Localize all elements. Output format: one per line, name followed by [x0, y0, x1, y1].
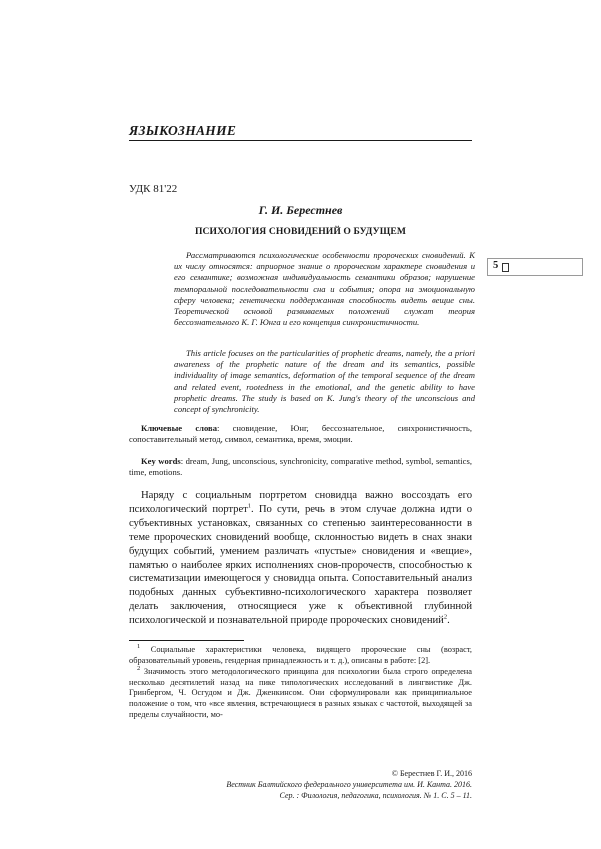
footnote-2	[129, 667, 472, 721]
page-number: 5	[493, 260, 499, 271]
footnote-1-number: 1	[137, 643, 141, 651]
missing-glyph-icon	[502, 263, 509, 272]
keywords-ru-label: Ключевые слова	[141, 423, 217, 433]
section-heading: ЯЗЫКОЗНАНИЕ	[129, 123, 237, 138]
footnote-ref-1[interactable]: 1	[247, 502, 251, 510]
footnote-2-number: 2	[137, 665, 141, 673]
body-paragraph	[129, 489, 472, 628]
keywords-english	[129, 456, 472, 478]
footnote-ref-2[interactable]: 2	[443, 613, 448, 621]
keywords-en-label: Key words	[141, 456, 181, 466]
keywords-russian	[129, 423, 472, 445]
body-text-3: .	[447, 614, 450, 627]
page-number-tab	[487, 258, 583, 276]
footnote-divider	[129, 640, 244, 641]
author-name: Г. И. Берестнев	[258, 203, 343, 217]
keywords-en-list: : dream, Jung, unconscious, synchronicity, comparative method, symbol, semantics, time, emotions.	[129, 456, 472, 478]
body-text-1: Наряду с социальным портретом сновидца важно воссоздать его психологический портрет	[129, 489, 472, 515]
abstract-russian: Рассматриваются психологические особенности пророческих сновидений. К их числу относятся: априорное знание о пророческом характере сновидения и его семантике; возможная индивидуальность семантики образов; нарушение темпоральной последовательности сна и события; опора на эмоциональную сферу человека; генетически поддержанная способность видеть вещие сны. Теоретической основой развиваемых положений служат теория бессознательного К. Г. Юнга и его концепция синхронистичности.	[174, 250, 475, 328]
section-divider	[129, 140, 472, 141]
footnote-2-text: Значимость этого методологического принципа для психологии была строго определена несколько десятилетий назад на пике типологических исследований в лингвистике Дж. Гринбергом, Ч. Осгудом и Дж. Дженкинсом. Они сформулировали как принципиальное положение о том, что «все явления, встречающиеся в разных языках с частотой, выходящей за пределы случайности, мо-	[129, 667, 472, 719]
footnote-1-text: Социальные характеристики человека, видящего пророческие сны (возраст, образовательный уровень, гендерная принадлежность и т. д.), описаны в работе: [2].	[129, 645, 472, 665]
body-text-2: . По сути, речь в этом случае должна идти о субъективных установках, связанных со степенью заинтересованности в теме пророческих сновидений вообще, склонностью видеть в снах знаки будущих событий, умением различать «пустые» сновидения и «вещие», памятью о наиболее ярких исполнениях снов-пророчеств, способностью к систематизации имеющегося у сновидца опыта. Сопоставительный анализ подобных данных субъективно-психологического характера позволяет делать заключения, относящиеся уже к объективной глубинной психологической и познавательной природе пророческих сновидений	[129, 502, 472, 627]
keywords-ru-list: : сновидение, Юнг, бессознательное, синхронистичность, сопоставительный метод, символ, семантика, время, эмоции.	[129, 423, 472, 445]
series-citation: Сер. : Филология, педагогика, психология. № 1. С. 5 – 11.	[279, 791, 472, 800]
journal-citation: Вестник Балтийского федерального университета им. И. Канта. 2016.	[226, 780, 472, 789]
article-title: ПСИХОЛОГИЯ СНОВИДЕНИЙ О БУДУЩЕМ	[194, 226, 407, 237]
udk-code: УДК 81'22	[129, 183, 178, 195]
copyright-line: © Берестнев Г. И., 2016	[391, 769, 472, 778]
footnote-1	[129, 645, 472, 666]
abstract-english: This article focuses on the particularities of prophetic dreams, namely, the a priori awareness of the prophetic nature of the dream and its semantics, possible individuality of image semantics, deformation of the temporal sequence of the dream and related event, rootedness in the emotional, and the genetic ability to have prophetic dreams. The study is based on K. Jung's theory of the unconscious and concept of synchronicity.	[174, 348, 475, 415]
